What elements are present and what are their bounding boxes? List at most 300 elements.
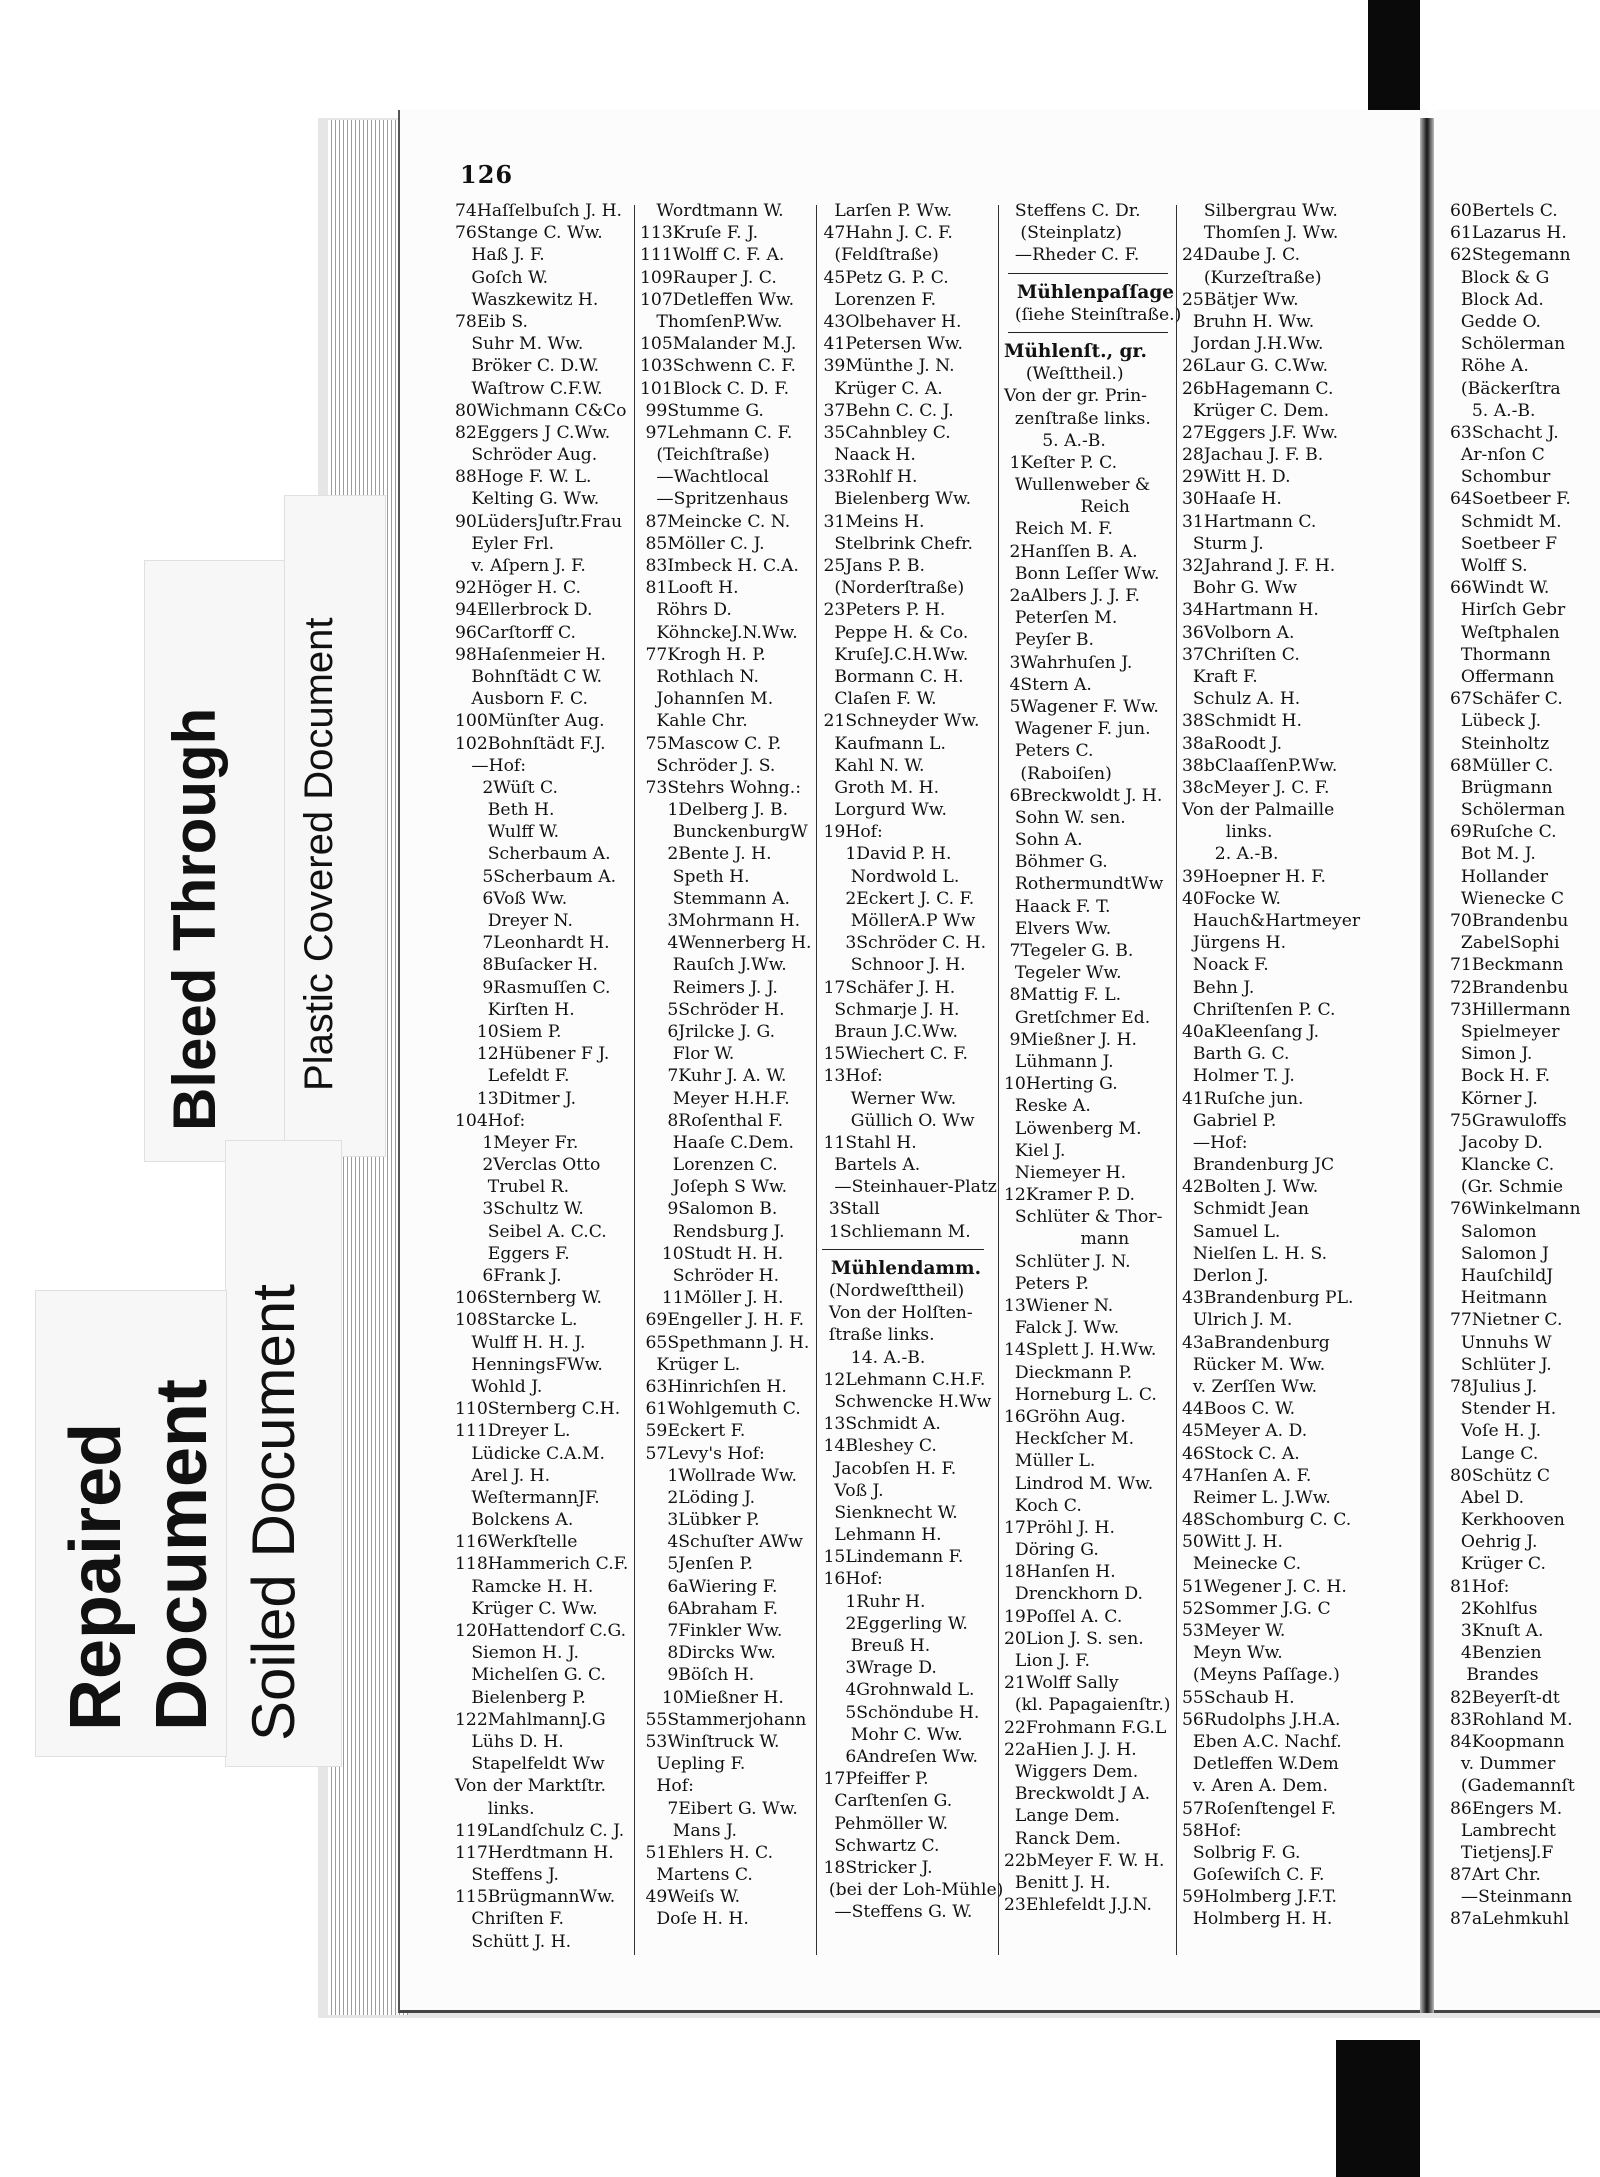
directory-entry: 16Hof:: [818, 1569, 883, 1590]
directory-entry: 5Schröder H.: [640, 999, 785, 1020]
directory-entry: Kaufmann L.: [818, 733, 946, 754]
directory-entry: 5. A.-B.: [1450, 400, 1536, 421]
directory-entry: 4Wennerberg H.: [640, 933, 812, 954]
directory-entry: Schlüter J.: [1450, 1354, 1552, 1375]
directory-entry: RothermundtWw: [1004, 874, 1164, 895]
directory-entry: 70Brandenbu: [1450, 911, 1569, 931]
directory-entry: 28Jachau J. F. B.: [1182, 445, 1324, 466]
directory-entry: Wulff W.: [455, 822, 560, 843]
directory-entry: Joſeph S Ww.: [640, 1177, 788, 1198]
directory-entry: Noack F.: [1182, 955, 1269, 976]
directory-entry: 5Scherbaum A.: [455, 866, 617, 887]
directory-entry: Lühs D. H.: [455, 1731, 564, 1752]
directory-entry: Klancke C.: [1450, 1155, 1555, 1176]
directory-entry: Soetbeer F: [1450, 533, 1558, 554]
directory-entry: 106Sternberg W.: [455, 1288, 602, 1309]
directory-entry: Lorenzen F.: [818, 289, 937, 310]
directory-entry: 88Hoge F. W. L.: [455, 467, 592, 488]
directory-entry: 56Rudolphs J.H.A.: [1182, 1709, 1341, 1730]
directory-entry: 101Block C. D. F.: [640, 378, 790, 399]
directory-entry: (Feldſtraße): [818, 245, 939, 266]
directory-entry: 69Engeller J. H. F.: [640, 1310, 805, 1331]
directory-entry: Werner Ww.: [818, 1088, 957, 1109]
directory-entry: Mans J.: [640, 1820, 737, 1841]
directory-entry: Jordan J.H.Ww.: [1182, 334, 1324, 355]
sticker-plastic-text: Plastic Covered Document: [297, 617, 341, 1091]
directory-entry: 9Mießner J. H.: [1004, 1029, 1138, 1050]
directory-entry: 18Stricker J.: [818, 1857, 933, 1878]
column-divider: [634, 205, 635, 1955]
directory-entry: 17Schäfer J. H.: [818, 977, 956, 998]
directory-entry: 82Beyerſt-dt: [1450, 1687, 1560, 1708]
directory-entry: Chriſtenſen P. C.: [1182, 999, 1336, 1020]
directory-entry: Thomſen J. Ww.: [1182, 223, 1339, 244]
directory-entry: 120Hattendorf C.G.: [455, 1621, 627, 1641]
directory-entry: Brandes: [1450, 1665, 1539, 1686]
directory-entry: Samuel L.: [1182, 1221, 1281, 1242]
directory-entry: Lüdicke C.A.M.: [455, 1443, 605, 1464]
directory-entry: Braun J.C.Ww.: [818, 1021, 958, 1042]
directory-entry: 3Schultz W.: [455, 1199, 584, 1220]
directory-entry: Lorenzen C.: [640, 1155, 778, 1176]
directory-entry: Güllich O. Ww: [818, 1110, 975, 1131]
directory-entry: 31Meins H.: [818, 511, 925, 532]
directory-entry: Schölerman: [1450, 800, 1566, 821]
directory-entry: Meinecke C.: [1182, 1554, 1302, 1575]
directory-entry: 55Stammerjohann: [640, 1709, 807, 1730]
directory-column-1: [455, 200, 629, 1953]
directory-entry: 3Lübker P.: [640, 1510, 760, 1531]
directory-entry: Peterſen M.: [1004, 608, 1118, 629]
directory-entry: 39Münthe J. N.: [818, 356, 955, 377]
directory-entry: Oehrig J.: [1450, 1532, 1538, 1553]
directory-entry: —Wachtlocal: [640, 467, 769, 488]
directory-entry: 69Ruſche C.: [1450, 822, 1557, 843]
directory-entry: Schlüter & Thor-: [1004, 1207, 1163, 1228]
directory-entry: Kerkhooven: [1450, 1510, 1565, 1531]
directory-entry: Voß J.: [818, 1480, 884, 1501]
directory-entry: Martens C.: [640, 1865, 753, 1886]
directory-entry: 2Wüſt C.: [455, 777, 559, 798]
directory-entry: Schütt J. H.: [455, 1931, 572, 1952]
directory-entry: Lange C.: [1450, 1443, 1539, 1464]
directory-entry: Sienknecht W.: [818, 1502, 958, 1523]
directory-entry: 108Starcke L.: [455, 1310, 578, 1331]
directory-entry: 75Grawuloffs: [1450, 1110, 1567, 1131]
directory-entry: Schulz A. H.: [1182, 689, 1301, 710]
directory-entry: Wullenweber &: [1004, 475, 1151, 496]
directory-entry: Meyn Ww.: [1182, 1643, 1283, 1664]
directory-entry: 67Schäfer C.: [1450, 689, 1563, 710]
directory-entry: Von der Palmaille: [1182, 800, 1335, 821]
directory-entry: Von der Marktſtr.: [455, 1776, 607, 1797]
directory-entry: Körner J.: [1450, 1088, 1538, 1109]
directory-entry: 2Eckert J. C. F.: [818, 888, 975, 909]
directory-entry: mann: [1004, 1229, 1130, 1250]
directory-entry: Meyer H.H.F.: [640, 1088, 790, 1109]
directory-entry: 4Stern A.: [1004, 674, 1092, 695]
directory-entry: ſtraße links.: [818, 1325, 935, 1346]
directory-entry: Arel J. H.: [455, 1465, 551, 1486]
directory-entry: 73Hillermann: [1450, 999, 1571, 1020]
directory-entry: Weſtphalen: [1450, 622, 1560, 643]
section-rule: [1008, 332, 1168, 341]
scanner-edge-bottom: [1336, 2040, 1420, 2177]
directory-entry: Flor W.: [640, 1044, 735, 1065]
directory-entry: Steinholtz: [1450, 733, 1550, 754]
section-rule: [1008, 273, 1168, 282]
directory-entry: 23Ehlefeldt J.J.N.: [1004, 1895, 1152, 1916]
sticker-repaired-text-1: Repaired: [56, 1422, 136, 1731]
directory-entry: 44Boos C. W.: [1182, 1399, 1296, 1420]
directory-entry: 90LüdersJuſtr.Frau: [455, 511, 623, 532]
directory-entry: 47Hanſen A. F.: [1182, 1465, 1312, 1486]
directory-entry: Simon J.: [1450, 1044, 1533, 1065]
directory-column-4: [1004, 200, 1182, 1916]
directory-entry: —Steffens G. W.: [818, 1902, 973, 1923]
directory-entry: 6aWiering F.: [640, 1576, 778, 1597]
directory-entry: 71Beckmann: [1450, 955, 1564, 976]
directory-entry: Ulrich J. M.: [1182, 1310, 1293, 1331]
directory-entry: Solbrig F. G.: [1182, 1842, 1301, 1863]
directory-entry: Sohn A.: [1004, 830, 1083, 851]
directory-entry: 3Mohrmann H.: [640, 911, 801, 931]
directory-entry: Lehmann H.: [818, 1525, 942, 1546]
directory-entry: 8Buſacker H.: [455, 955, 598, 976]
directory-entry: 59Holmberg J.F.T.: [1182, 1887, 1337, 1908]
directory-entry: v. Dummer: [1450, 1754, 1556, 1775]
directory-entry: Hof:: [640, 1776, 694, 1797]
directory-entry: 83Imbeck H. C.A.: [640, 556, 799, 576]
directory-entry: 49Weiſs W.: [640, 1887, 741, 1908]
directory-entry: 2Kohlfus: [1450, 1598, 1538, 1619]
directory-entry: Speth H.: [640, 866, 750, 887]
directory-entry: Jacobſen H. F.: [818, 1458, 957, 1479]
directory-entry: Elvers Ww.: [1004, 918, 1112, 939]
directory-entry: Gabriel P.: [1182, 1110, 1277, 1131]
directory-entry: Wiggers Dem.: [1004, 1761, 1139, 1782]
directory-entry: 100Münſter Aug.: [455, 711, 605, 732]
directory-entry: 26Laur G. C.Ww.: [1182, 356, 1329, 377]
directory-entry: —Hof:: [455, 755, 527, 776]
directory-entry: 38aRoodt J.: [1182, 733, 1283, 754]
directory-entry: Döring G.: [1004, 1540, 1099, 1561]
directory-entry: links.: [1182, 822, 1273, 843]
directory-entry: Schröder J. S.: [640, 755, 776, 776]
directory-entry: 77Krogh H. P.: [640, 644, 766, 665]
directory-entry: Peppe H. & Co.: [818, 622, 969, 643]
directory-entry: 53Winſtruck W.: [640, 1731, 780, 1752]
directory-entry: 1Ruhr H.: [818, 1591, 926, 1612]
directory-entry: 10Siem P.: [455, 1021, 562, 1042]
directory-entry: Schmidt Jean: [1182, 1199, 1309, 1220]
directory-entry: Reimers J. J.: [640, 977, 778, 998]
directory-entry: 8Dircks Ww.: [640, 1643, 776, 1664]
directory-entry: 94Ellerbrock D.: [455, 600, 593, 621]
directory-entry: Von der Holſten-: [818, 1303, 973, 1324]
directory-entry: 21Wolff Sally: [1004, 1673, 1119, 1694]
directory-entry: Lorgurd Ww.: [818, 800, 947, 821]
directory-entry: 40aKleenſang J.: [1182, 1021, 1320, 1042]
directory-entry: (Gr. Schmie: [1450, 1177, 1564, 1198]
directory-entry: Schmidt M.: [1450, 511, 1562, 532]
directory-entry: Claſen F. W.: [818, 689, 937, 710]
directory-entry: 10Herting G.: [1004, 1074, 1118, 1095]
directory-entry: —Rheder C. F.: [1004, 245, 1140, 266]
directory-entry: Koch C.: [1004, 1495, 1082, 1516]
directory-entry: 29Witt H. D.: [1182, 467, 1291, 488]
directory-entry: zenſtraße links.: [1004, 408, 1151, 429]
directory-entry: Niemeyer H.: [1004, 1162, 1127, 1183]
directory-entry: 57Levy's Hof:: [640, 1443, 765, 1464]
directory-entry: (Norderſtraße): [818, 578, 965, 599]
directory-entry: 39Hoepner H. F.: [1182, 866, 1326, 887]
directory-entry: Goſewiſch C. F.: [1182, 1865, 1325, 1886]
directory-entry: Jürgens H.: [1182, 933, 1287, 954]
directory-entry: 2Verclas Otto: [455, 1155, 601, 1176]
directory-entry: 119Landſchulz C. J.: [455, 1820, 625, 1841]
directory-entry: Lühmann J.: [1004, 1051, 1114, 1072]
right-page-column: [1450, 200, 1581, 1931]
directory-entry: Scherbaum A.: [455, 844, 611, 865]
directory-entry: Johannſen M.: [640, 689, 774, 710]
directory-entry: Steffens J.: [455, 1865, 559, 1886]
directory-entry: Kraft F.: [1182, 666, 1258, 687]
directory-entry: 50Witt J. H.: [1182, 1532, 1283, 1553]
directory-entry: 21Schneyder Ww.: [818, 711, 980, 732]
directory-entry: Beth H.: [455, 800, 555, 821]
directory-entry: Löwenberg M.: [1004, 1118, 1142, 1139]
directory-entry: 104Hof:: [455, 1110, 526, 1131]
directory-entry: Hauch&Hartmeyer: [1182, 911, 1361, 931]
directory-entry: 83Rohland M.: [1450, 1709, 1573, 1730]
directory-entry: 110Sternberg C.H.: [455, 1399, 621, 1420]
directory-entry: 4Grohnwald L.: [818, 1680, 975, 1701]
directory-entry: —Steinmann: [1450, 1887, 1573, 1908]
directory-entry: 76Stange C. Ww.: [455, 223, 603, 244]
directory-entry: 1Wollrade Ww.: [640, 1465, 797, 1486]
directory-entry: (Raboiſen): [1004, 763, 1112, 784]
directory-entry: Seibel A. C.C.: [455, 1221, 607, 1242]
directory-entry: Rücker M. Ww.: [1182, 1354, 1326, 1375]
directory-entry: Kiel J.: [1004, 1140, 1066, 1161]
directory-entry: Breuß H.: [818, 1636, 931, 1656]
directory-entry: Derlon J.: [1182, 1266, 1269, 1286]
directory-entry: 11Möller J. H.: [640, 1288, 784, 1309]
directory-entry: Trubel R.: [455, 1177, 570, 1198]
column-divider: [1176, 205, 1177, 1955]
directory-entry: 15Wiechert C. F.: [818, 1044, 968, 1065]
street-heading: Mühlendamm.: [818, 1257, 982, 1279]
directory-entry: 55Schaub H.: [1182, 1687, 1295, 1708]
directory-entry: 13Hof:: [818, 1066, 883, 1087]
directory-entry: Brügmann: [1450, 777, 1553, 798]
directory-entry: 6Jrilcke J. G.: [640, 1021, 776, 1042]
directory-entry: Stender H.: [1450, 1399, 1557, 1420]
directory-entry: 9Böſch H.: [640, 1665, 755, 1686]
directory-entry: 87Art Chr.: [1450, 1865, 1541, 1886]
directory-entry: Lefeldt F.: [455, 1066, 570, 1087]
directory-entry: Rendsburg J.: [640, 1221, 785, 1242]
directory-entry: 64Soetbeer F.: [1450, 489, 1571, 510]
directory-entry: Jacoby D.: [1450, 1132, 1543, 1153]
directory-entry: 111Dreyer L.: [455, 1421, 571, 1442]
directory-entry: 53Meyer W.: [1182, 1621, 1286, 1641]
directory-entry: 65Spethmann J. H.: [640, 1332, 810, 1353]
directory-entry: Dieckmann P.: [1004, 1362, 1133, 1383]
directory-entry: 115BrügmannWw.: [455, 1887, 616, 1908]
directory-entry: Lion J. F.: [1004, 1651, 1090, 1671]
street-heading: Mühlenſt., gr.: [1004, 340, 1147, 362]
directory-entry: Stapelfeldt Ww: [455, 1754, 605, 1775]
directory-entry: 26bHagemann C.: [1182, 378, 1334, 399]
directory-entry: Tegeler Ww.: [1004, 963, 1122, 984]
directory-entry: 19Hof:: [818, 822, 883, 843]
directory-entry: Bruhn H. Ww.: [1182, 311, 1315, 332]
directory-entry: Bolckens A.: [455, 1510, 574, 1531]
directory-entry: Horneburg L. C.: [1004, 1384, 1157, 1405]
directory-entry: Schnoor J. H.: [818, 955, 966, 976]
directory-entry: 5. A.-B.: [1004, 430, 1106, 451]
book-gutter: [1420, 118, 1434, 2013]
directory-entry: Bot M. J.: [1450, 844, 1536, 865]
directory-entry: 48Schomburg C. C.: [1182, 1510, 1352, 1531]
directory-entry: 68Müller C.: [1450, 755, 1554, 776]
section-rule: [822, 1249, 984, 1258]
directory-entry: 14Bleshey C.: [818, 1436, 937, 1457]
directory-entry: 1David P. H.: [818, 844, 952, 865]
directory-entry: 113Kruſe F. J.: [640, 223, 759, 244]
directory-entry: Detleffen W.Dem: [1182, 1754, 1339, 1775]
directory-entry: Bock H. F.: [1450, 1066, 1551, 1087]
directory-entry: 16Gröhn Aug.: [1004, 1406, 1126, 1427]
directory-entry: Krüger C. Ww.: [455, 1598, 598, 1619]
directory-column-5: [1182, 200, 1362, 1931]
directory-entry: 20Lion J. S. sen.: [1004, 1628, 1144, 1649]
directory-entry: Wienecke C: [1450, 888, 1565, 909]
directory-entry: 25Bätjer Ww.: [1182, 289, 1299, 310]
directory-entry: 51Ehlers H. C.: [640, 1842, 774, 1863]
directory-entry: 5Jenſen P.: [640, 1554, 753, 1575]
directory-entry: WeſtermannJF.: [455, 1487, 600, 1508]
directory-entry: Böhmer G.: [1004, 852, 1108, 873]
directory-entry: 74Haſſelbuſch J. H.: [455, 201, 623, 221]
directory-entry: Stelbrink Chefr.: [818, 533, 973, 554]
column-divider: [816, 205, 817, 1955]
directory-entry: 107Detleffen Ww.: [640, 289, 795, 310]
directory-entry: Peters C.: [1004, 741, 1094, 762]
directory-entry: 24Daube J. C.: [1182, 245, 1301, 266]
directory-entry: Reich M. F.: [1004, 519, 1113, 540]
directory-entry: (bei der Loh-Mühle): [818, 1880, 1004, 1901]
directory-entry: 38bClaaſſenP.Ww.: [1182, 755, 1338, 776]
directory-entry: 38cMeyer J. C. F.: [1182, 777, 1330, 798]
directory-entry: 11Stahl H.: [818, 1132, 917, 1153]
directory-entry: 51Wegener J. C. H.: [1182, 1576, 1347, 1597]
directory-entry: 18Hanſen H.: [1004, 1562, 1116, 1583]
directory-entry: 6Frank J.: [455, 1266, 562, 1286]
directory-entry: Groth M. H.: [818, 777, 940, 798]
directory-entry: TietjensJ.F: [1450, 1842, 1554, 1863]
directory-entry: 2Hanſſen B. A.: [1004, 541, 1138, 562]
directory-entry: Schröder Aug.: [455, 445, 598, 466]
directory-entry: Suhr M. Ww.: [455, 334, 584, 355]
directory-entry: 61Wohlgemuth C.: [640, 1399, 801, 1420]
directory-entry: (Nordweſttheil): [818, 1281, 965, 1301]
directory-entry: Ranck Dem.: [1004, 1828, 1121, 1849]
directory-entry: 59Eckert F.: [640, 1421, 746, 1442]
directory-entry: Heitmann: [1450, 1288, 1548, 1309]
directory-entry: Spielmeyer: [1450, 1021, 1560, 1042]
directory-entry: 116Werkſtelle: [455, 1532, 578, 1553]
directory-entry: (kl. Papagaienſtr.): [1004, 1695, 1171, 1716]
directory-entry: 78Julius J.: [1450, 1376, 1538, 1397]
directory-entry: Bartels A.: [818, 1155, 921, 1176]
directory-entry: Salomon J: [1450, 1243, 1549, 1264]
directory-entry: Von der gr. Prin-: [1004, 386, 1147, 407]
directory-entry: 62Stegemann: [1450, 245, 1571, 266]
directory-entry: Wulff H. H. J.: [455, 1332, 586, 1353]
directory-entry: Waſtrow C.F.W.: [455, 378, 603, 399]
directory-entry: 41Petersen Ww.: [818, 334, 963, 355]
directory-entry: Dreyer N.: [455, 911, 573, 931]
right-page: [1434, 110, 1600, 2013]
directory-entry: 118Hammerich C.F.: [455, 1554, 629, 1575]
directory-entry: 8Mattig F. L.: [1004, 985, 1122, 1006]
directory-entry: Reimer L. J.Ww.: [1182, 1487, 1331, 1508]
directory-entry: Krüger L.: [640, 1354, 741, 1375]
sticker-repaired: [35, 1290, 227, 1757]
directory-entry: 86Engers M.: [1450, 1798, 1563, 1819]
directory-entry: 43Brandenburg PL.: [1182, 1288, 1354, 1309]
directory-entry: Behn J.: [1182, 977, 1255, 998]
directory-entry: (Teichſtraße): [640, 445, 770, 466]
directory-entry: v. Aſpern J. F.: [455, 556, 586, 576]
directory-column-2: [640, 200, 818, 1931]
directory-entry: Lindrod M. Ww.: [1004, 1473, 1154, 1494]
directory-entry: 2Eggerling W.: [818, 1613, 968, 1634]
directory-entry: Krüger C. Dem.: [1182, 400, 1330, 421]
directory-entry: Waszkewitz H.: [455, 289, 599, 310]
directory-entry: links.: [455, 1798, 535, 1819]
directory-entry: Mohr C. Ww.: [818, 1724, 963, 1745]
directory-entry: 14. A.-B.: [818, 1347, 926, 1368]
directory-entry: 80Schütz C: [1450, 1465, 1550, 1486]
directory-entry: 6Andreſen Ww.: [818, 1746, 978, 1767]
directory-entry: 13Schmidt A.: [818, 1414, 941, 1435]
directory-entry: Schombur: [1450, 467, 1551, 488]
directory-entry: 87Meincke C. N.: [640, 511, 791, 532]
directory-entry: 45Meyer A. D.: [1182, 1421, 1308, 1442]
directory-entry: 34Hartmann H.: [1182, 600, 1319, 621]
directory-entry: 7Kuhr J. A. W.: [640, 1066, 787, 1087]
directory-entry: (ſiehe Steinſtraße.): [1004, 304, 1182, 325]
directory-entry: Reske A.: [1004, 1096, 1091, 1117]
directory-entry: 22Frohmann F.G.L: [1004, 1717, 1167, 1738]
directory-entry: 1Delberg J. B.: [640, 800, 789, 821]
directory-entry: (Bäckerſtra: [1450, 378, 1561, 399]
directory-entry: 57Roſenſtengel F.: [1182, 1798, 1337, 1819]
directory-entry: Bohr G. Ww: [1182, 578, 1298, 599]
directory-entry: 80Wichmann C&Co: [455, 400, 627, 421]
directory-entry: Krüger C.: [1450, 1554, 1546, 1575]
directory-entry: —Spritzenhaus: [640, 489, 789, 510]
directory-entry: 33Rohlf H.: [818, 467, 918, 488]
directory-entry: (Weſttheil.): [1004, 364, 1124, 385]
directory-entry: 63Hinrichſen H.: [640, 1376, 787, 1397]
sticker-plastic-covered: [284, 495, 386, 1157]
directory-entry: Lambrecht: [1450, 1820, 1556, 1841]
